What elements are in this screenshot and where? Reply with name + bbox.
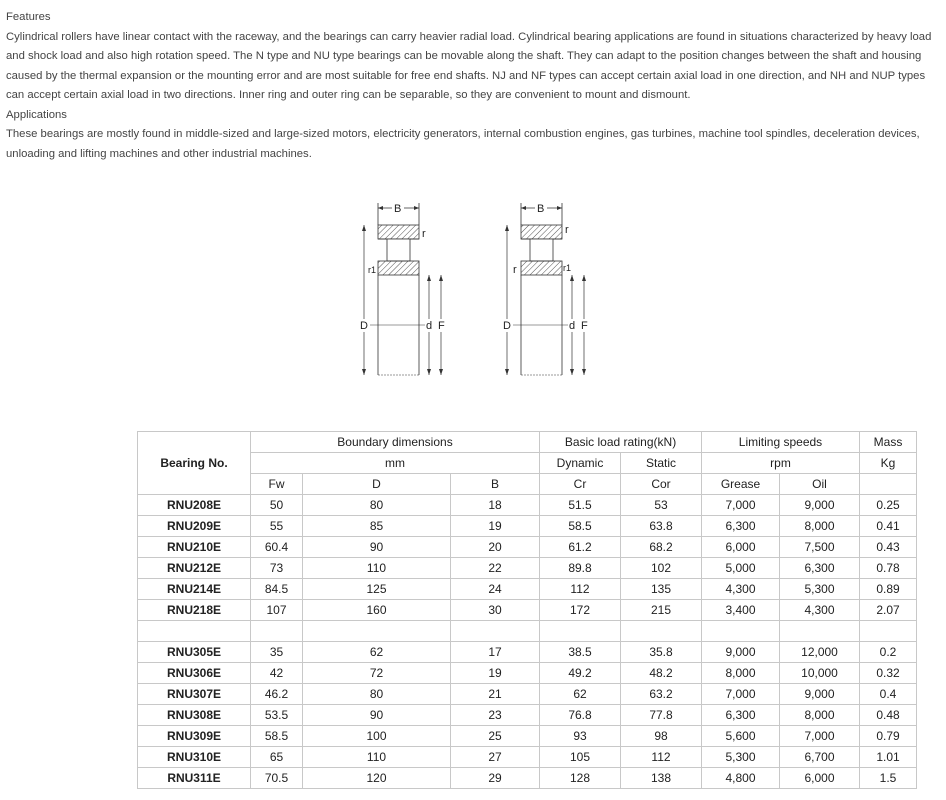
table-cell: 1.5 [860,768,917,789]
table-cell: 62 [540,684,621,705]
table-cell: 0.4 [860,684,917,705]
table-row [138,495,917,516]
bearing-number: RNU218E [138,600,251,621]
table-cell: 4,300 [780,600,860,621]
diagram-left-label-r: r [422,228,426,240]
unit-boundary: mm [251,453,540,474]
table-cell: 6,700 [780,747,860,768]
diagram-right-label-r1: r1 [563,263,572,273]
table-cell: 10,000 [780,663,860,684]
table-cell: 138 [621,768,702,789]
table-cell: 3,400 [702,600,780,621]
table-cell: 120 [303,768,451,789]
table-cell: 73 [251,558,303,579]
table-cell: 160 [303,600,451,621]
col-mass-empty [860,474,917,495]
col-bearing-no: Bearing No. [138,432,251,495]
table-cell: 60.4 [251,537,303,558]
table-cell: 85 [303,516,451,537]
table-cell: 0.32 [860,663,917,684]
unit-speed: rpm [702,453,860,474]
table-cell: 107 [251,600,303,621]
table-cell: 6,300 [702,705,780,726]
table-row [138,663,917,684]
table-cell: 6,000 [780,768,860,789]
group-basic-load-rating: Basic load rating(kN) [540,432,702,453]
table-row [138,768,917,789]
table-cell: 30 [451,600,540,621]
diagram-right-label-d-inner: d [569,320,576,332]
table-cell: 50 [251,495,303,516]
bearing-spec-table [137,431,917,789]
table-cell: 24 [451,579,540,600]
table-cell: 35 [251,642,303,663]
table-row [138,579,917,600]
bearing-number: RNU306E [138,663,251,684]
table-cell: 9,000 [702,642,780,663]
table-cell: 48.2 [621,663,702,684]
product-description [6,8,941,164]
features-body: Cylindrical rollers have linear contact with the raceway, and the bearings can carry heavier radial load. Cylindrical bearing applications are found in situations characterized by heavy load and shock load and also high rotation speed. The N type and NU type bearings can be movable along the shaft. They can adapt to the position changes between the shaft and housing caused by the thermal expansion or the mounting error and are most suitable for free end shafts. NJ and NF types can accept certain axial load in one direction, and NH and NUP types can accept certain axial load in two directions. Inner ring and outer ring can be separable, so they are convenient to mount and dismount. [6,30,932,101]
group-boundary-dimensions: Boundary dimensions [251,432,540,453]
table-cell: 63.8 [621,516,702,537]
table-row [138,558,917,579]
bearing-number: RNU310E [138,747,251,768]
table-cell: 128 [540,768,621,789]
col-cor: Cor [621,474,702,495]
table-cell: 63.2 [621,684,702,705]
table-cell: 9,000 [780,684,860,705]
table-cell: 21 [451,684,540,705]
table-cell: 215 [621,600,702,621]
col-cr: Cr [540,474,621,495]
table-row [138,726,917,747]
table-row [138,705,917,726]
sub-static: Static [621,453,702,474]
table-cell: 2.07 [860,600,917,621]
table-cell: 62 [303,642,451,663]
spacer-cell [138,621,251,642]
table-cell: 7,000 [780,726,860,747]
table-cell: 80 [303,684,451,705]
table-cell: 105 [540,747,621,768]
table-cell: 19 [451,663,540,684]
bearing-number: RNU210E [138,537,251,558]
table-cell: 18 [451,495,540,516]
table-cell: 1.01 [860,747,917,768]
table-cell: 42 [251,663,303,684]
col-d-outer: D [303,474,451,495]
spacer-cell [251,621,303,642]
table-cell: 77.8 [621,705,702,726]
table-cell: 7,000 [702,495,780,516]
table-cell: 0.25 [860,495,917,516]
spacer-cell [451,621,540,642]
table-row [138,642,917,663]
table-cell: 135 [621,579,702,600]
col-grease: Grease [702,474,780,495]
table-cell: 8,000 [780,705,860,726]
table-cell: 12,000 [780,642,860,663]
col-fw: Fw [251,474,303,495]
table-cell: 0.89 [860,579,917,600]
table-cell: 6,300 [780,558,860,579]
diagram-left-label-b: B [394,203,402,215]
table-cell: 89.8 [540,558,621,579]
bearing-number: RNU309E [138,726,251,747]
table-cell: 110 [303,558,451,579]
table-cell: 72 [303,663,451,684]
table-cell: 51.5 [540,495,621,516]
table-cell: 22 [451,558,540,579]
table-cell: 7,500 [780,537,860,558]
diagram-right-label-r: r [565,224,569,236]
table-cell: 5,300 [780,579,860,600]
table-cell: 90 [303,705,451,726]
table-cell: 17 [451,642,540,663]
table-cell: 68.2 [621,537,702,558]
spacer-cell [303,621,451,642]
group-mass: Mass [860,432,917,453]
table-cell: 0.79 [860,726,917,747]
table-cell: 9,000 [780,495,860,516]
diagram-left-label-d-outer: D [360,320,368,332]
table-cell: 0.78 [860,558,917,579]
spacer-cell [540,621,621,642]
group-limiting-speeds: Limiting speeds [702,432,860,453]
table-row [138,747,917,768]
bearing-number: RNU214E [138,579,251,600]
table-cell: 0.2 [860,642,917,663]
unit-mass: Kg [860,453,917,474]
table-cell: 19 [451,516,540,537]
bearing-number: RNU212E [138,558,251,579]
table-spacer-row [138,621,917,642]
sub-dynamic: Dynamic [540,453,621,474]
table-cell: 6,300 [702,516,780,537]
table-cell: 93 [540,726,621,747]
table-cell: 125 [303,579,451,600]
applications-body: These bearings are mostly found in middle-sized and large-sized motors, electricity generators, internal combustion engines, gas turbines, machine tool spindles, deceleration devices, unloading and lifting machines and other industrial machines. [6,128,920,160]
diagram-right-label-b: B [537,203,545,215]
table-cell: 80 [303,495,451,516]
table-row [138,684,917,705]
table-cell: 76.8 [540,705,621,726]
diagram-right-label-f: F [581,320,588,332]
table-cell: 70.5 [251,768,303,789]
table-row [138,600,917,621]
table-cell: 23 [451,705,540,726]
table-cell: 0.48 [860,705,917,726]
table-cell: 4,300 [702,579,780,600]
diagram-right-label-d-outer: D [503,320,511,332]
bearing-cross-section-diagrams [355,195,605,385]
table-cell: 7,000 [702,684,780,705]
diagram-left-label-f: F [438,320,445,332]
table-cell: 98 [621,726,702,747]
table-cell: 110 [303,747,451,768]
table-cell: 53 [621,495,702,516]
table-cell: 58.5 [251,726,303,747]
table-cell: 6,000 [702,537,780,558]
table-cell: 55 [251,516,303,537]
table-cell: 35.8 [621,642,702,663]
diagram-left-label-d-inner: d [426,320,433,332]
table-cell: 20 [451,537,540,558]
bearing-number: RNU208E [138,495,251,516]
col-oil: Oil [780,474,860,495]
applications-heading: Applications [6,108,67,121]
table-cell: 90 [303,537,451,558]
table-cell: 5,300 [702,747,780,768]
table-cell: 84.5 [251,579,303,600]
diagram-right [501,202,590,375]
diagram-left [358,202,447,375]
table-cell: 65 [251,747,303,768]
table-cell: 4,800 [702,768,780,789]
table-cell: 100 [303,726,451,747]
table-cell: 112 [621,747,702,768]
table-cell: 25 [451,726,540,747]
table-row [138,537,917,558]
table-cell: 0.41 [860,516,917,537]
bearing-number: RNU209E [138,516,251,537]
table-cell: 172 [540,600,621,621]
spacer-cell [860,621,917,642]
bearing-number: RNU307E [138,684,251,705]
bearing-number: RNU305E [138,642,251,663]
diagram-right-label-r-side: r [513,264,517,276]
table-cell: 8,000 [780,516,860,537]
table-cell: 5,600 [702,726,780,747]
table-cell: 0.43 [860,537,917,558]
table-cell: 8,000 [702,663,780,684]
diagram-left-label-r1: r1 [368,265,377,275]
table-cell: 5,000 [702,558,780,579]
table-cell: 29 [451,768,540,789]
bearing-number: RNU311E [138,768,251,789]
col-b: B [451,474,540,495]
table-cell: 112 [540,579,621,600]
spacer-cell [780,621,860,642]
table-cell: 61.2 [540,537,621,558]
table-row [138,516,917,537]
spacer-cell [702,621,780,642]
features-heading: Features [6,11,51,23]
table-cell: 49.2 [540,663,621,684]
spacer-cell [621,621,702,642]
table-cell: 53.5 [251,705,303,726]
table-cell: 102 [621,558,702,579]
table-cell: 58.5 [540,516,621,537]
bearing-number: RNU308E [138,705,251,726]
table-cell: 38.5 [540,642,621,663]
table-cell: 46.2 [251,684,303,705]
table-cell: 27 [451,747,540,768]
